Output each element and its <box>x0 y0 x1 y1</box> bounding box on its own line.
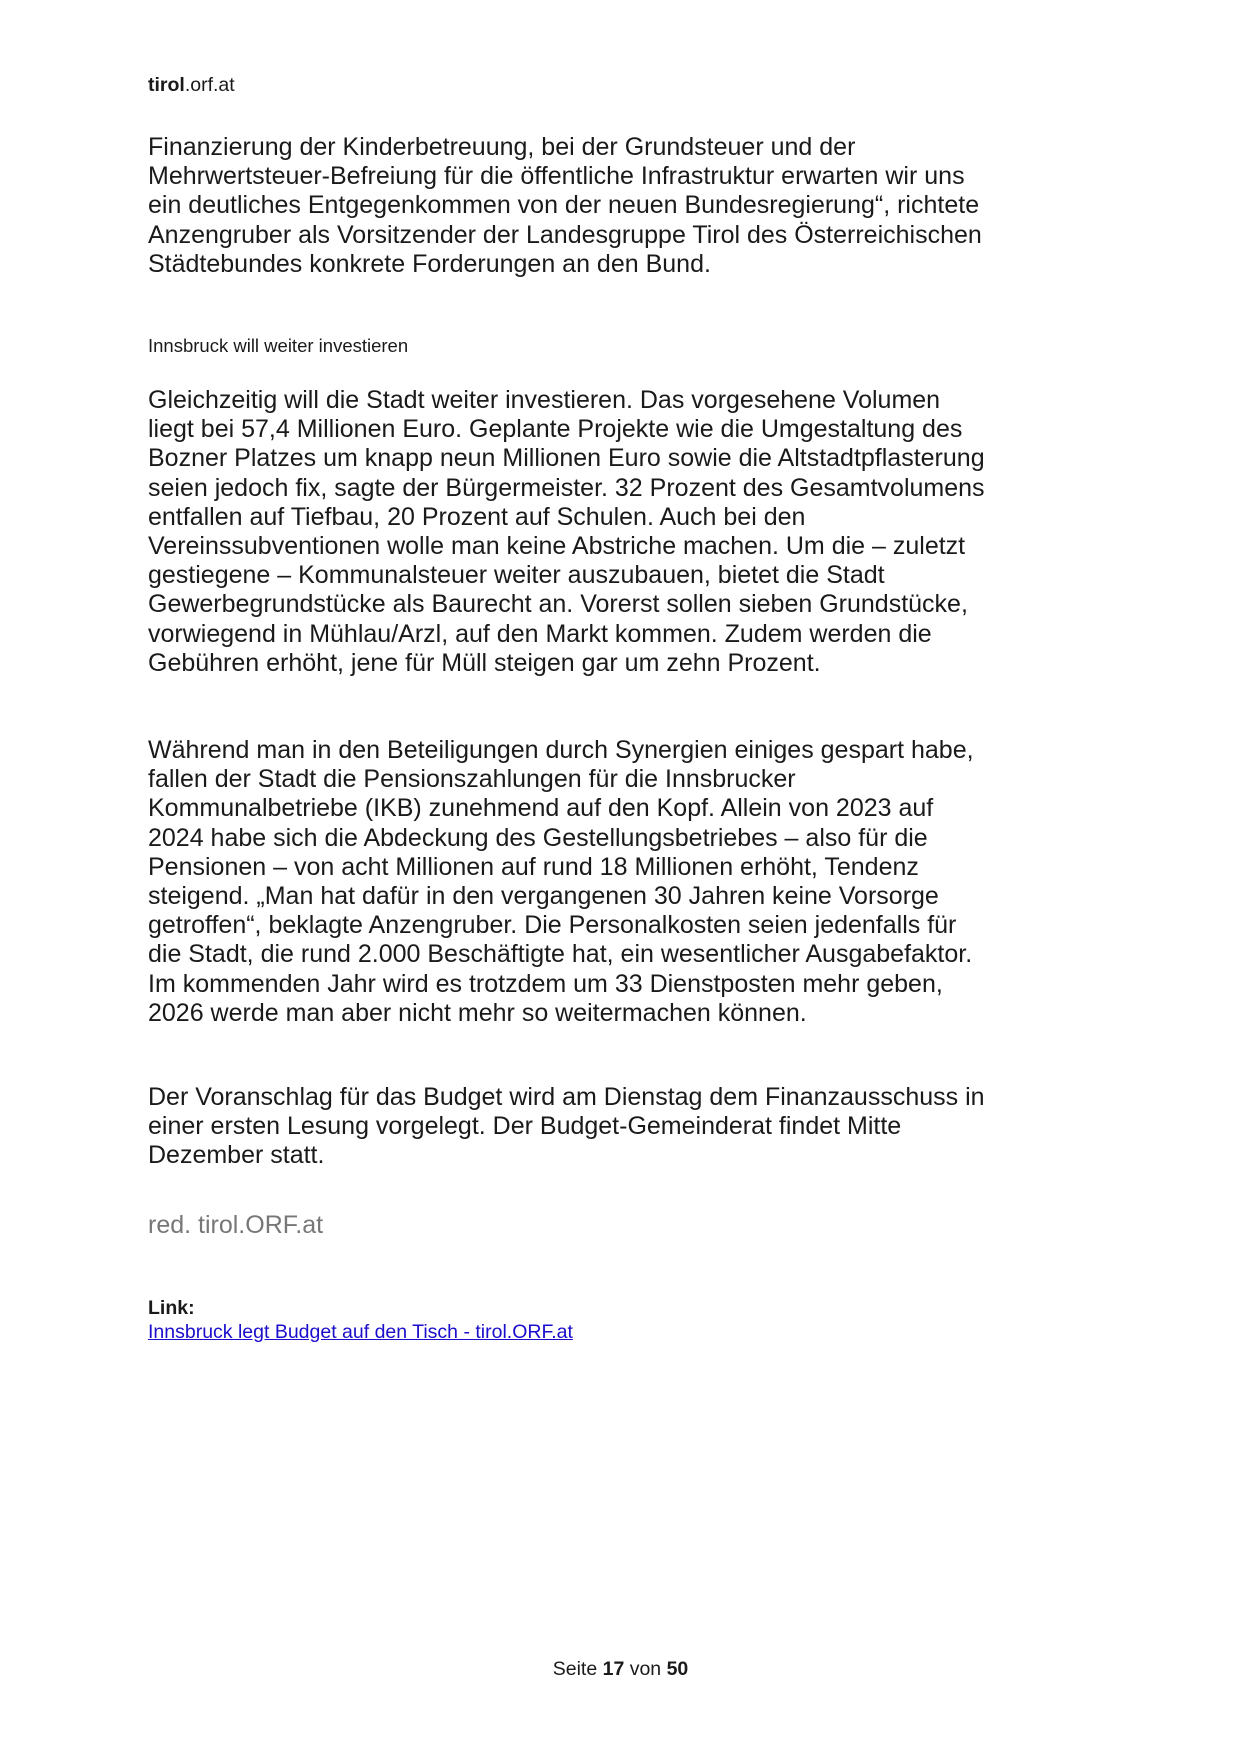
text-line: liegt bei 57,4 Millionen Euro. Geplante Projekte wie die Umgestaltung des <box>148 415 963 444</box>
text-line: Gleichzeitig will die Stadt weiter investieren. Das vorgesehene Volumen <box>148 386 941 414</box>
text-line: Vereinssubventionen wolle man keine Abstriche machen. Um die – zuletzt <box>148 532 966 561</box>
text-line: entfallen auf Tiefbau, 20 Prozent auf Schulen. Auch bei den <box>148 502 806 531</box>
paragraph-1 <box>148 133 982 279</box>
text-line: ein deutliches Entgegenkommen von der neuen Bundesregierung“, richtete <box>148 191 980 220</box>
current-page: 17 <box>602 1658 625 1680</box>
text-line: Finanzierung der Kinderbetreuung, bei der Grundsteuer und der <box>148 133 856 161</box>
text-line: die Stadt, die rund 2.000 Beschäftigte hat, ein wesentlicher Ausgabefaktor. <box>148 940 973 969</box>
site-name-rest: .orf.at <box>184 74 235 96</box>
page-footer <box>0 1658 1241 1681</box>
text-line: Kommunalbetriebe (IKB) zunehmend auf den Kopf. Allein von 2023 auf <box>148 794 934 823</box>
subheading: Innsbruck will weiter investieren <box>148 335 409 356</box>
text-line: Bozner Platzes um knapp neun Millionen Euro sowie die Altstadtpflasterung <box>148 444 985 473</box>
footer-middle: von <box>624 1658 667 1680</box>
article-link[interactable]: Innsbruck legt Budget auf den Tisch - tirol.ORF.at <box>148 1321 573 1343</box>
paragraph-3 <box>148 736 974 1028</box>
text-line: Dezember statt. <box>148 1141 325 1170</box>
text-line: gestiegene – Kommunalsteuer weiter auszubauen, bietet die Stadt <box>148 561 885 590</box>
text-line: seien jedoch fix, sagte der Bürgermeister. 32 Prozent des Gesamtvolumens <box>148 473 985 502</box>
text-line: getroffen“, beklagte Anzengruber. Die Personalkosten seien jedenfalls für <box>148 911 957 940</box>
text-line: Gebühren erhöht, jene für Müll steigen gar um zehn Prozent. <box>148 648 821 677</box>
text-line: vorwiegend in Mühlau/Arzl, auf den Markt kommen. Zudem werden die <box>148 619 932 648</box>
total-pages: 50 <box>666 1658 689 1680</box>
text-line: Pensionen – von acht Millionen auf rund 18 Millionen erhöht, Tendenz <box>148 852 919 881</box>
paragraph-4 <box>148 1083 985 1171</box>
text-line: Anzengruber als Vorsitzender der Landesgruppe Tirol des Österreichischen <box>148 220 982 249</box>
text-line: Städtebundes konkrete Forderungen an den Bund. <box>148 249 711 278</box>
credit: red. tirol.ORF.at <box>148 1211 324 1239</box>
footer-prefix: Seite <box>552 1658 603 1680</box>
link-label: Link: <box>148 1297 195 1319</box>
paragraph-2 <box>148 386 985 678</box>
text-line: Gewerbegrundstücke als Baurecht an. Vorerst sollen sieben Grundstücke, <box>148 590 968 619</box>
text-line: 2026 werde man aber nicht mehr so weitermachen können. <box>148 998 807 1027</box>
text-line: steigend. „Man hat dafür in den vergangenen 30 Jahren keine Vorsorge <box>148 882 939 911</box>
site-header <box>148 74 235 97</box>
text-line: Der Voranschlag für das Budget wird am Dienstag dem Finanzausschuss in <box>148 1083 985 1111</box>
text-line: Mehrwertsteuer-Befreiung für die öffentliche Infrastruktur erwarten wir uns <box>148 162 965 191</box>
text-line: Während man in den Beteiligungen durch Synergien einiges gespart habe, <box>148 736 974 764</box>
text-line: fallen der Stadt die Pensionszahlungen für die Innsbrucker <box>148 765 796 794</box>
text-line: 2024 habe sich die Abdeckung des Gestellungsbetriebes – also für die <box>148 823 928 852</box>
text-line: einer ersten Lesung vorgelegt. Der Budget-Gemeinderat findet Mitte <box>148 1112 902 1141</box>
site-name-bold: tirol <box>148 74 185 96</box>
text-line: Im kommenden Jahr wird es trotzdem um 33 Dienstposten mehr geben, <box>148 969 943 998</box>
